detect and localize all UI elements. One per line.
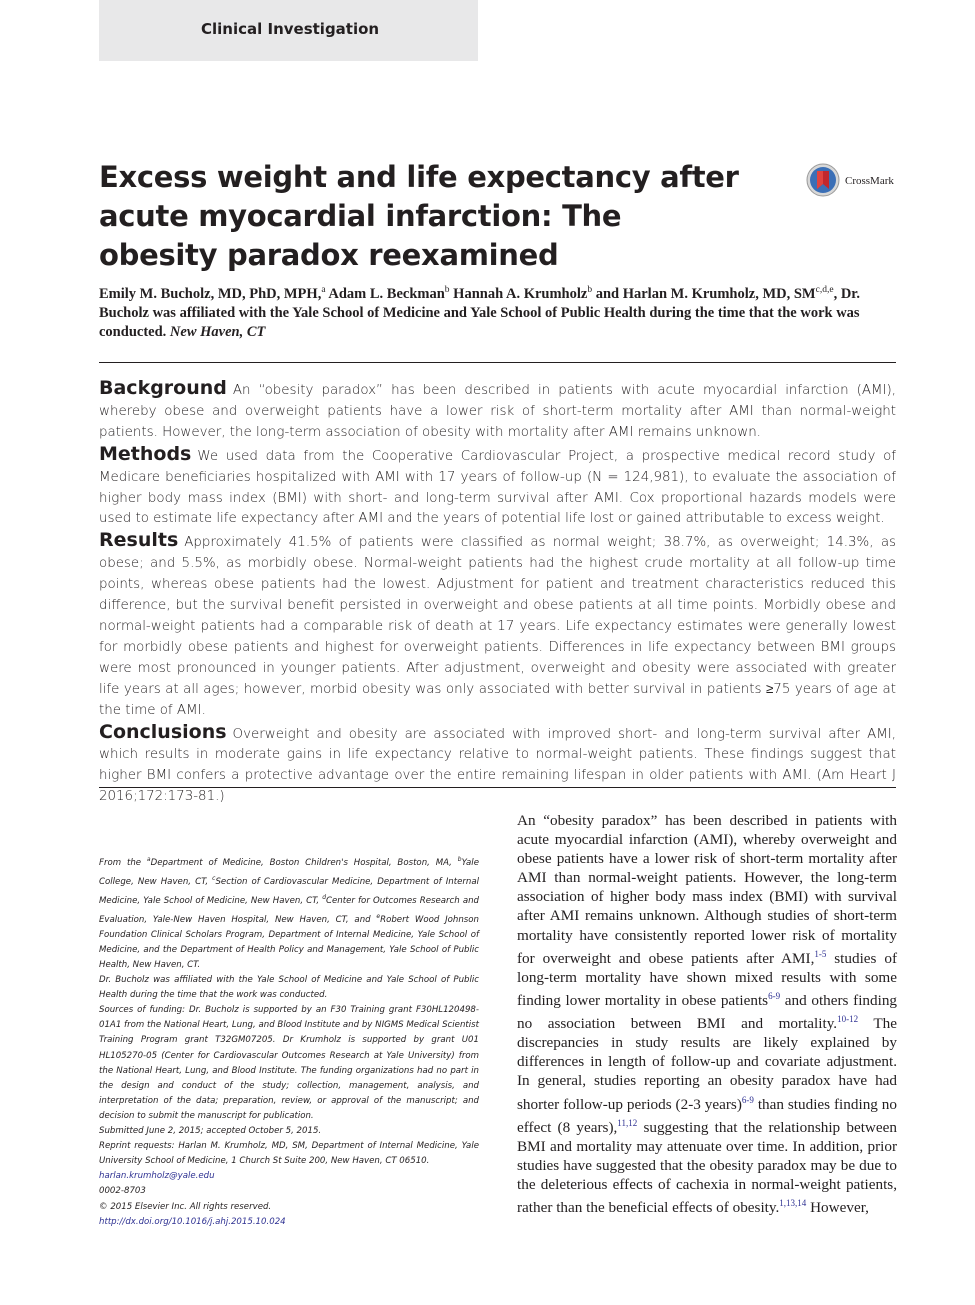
body-text-6: suggesting that the relationship between BMI and mortality may attenuate over time. In addition, prior studies have suggested that the obesity paradox may be due to the deleterious effects of cachexia in normal-weight patients, rather than the beneficial effects of obesity. [517,1118,897,1217]
affiliation-time-note: Dr. Bucholz was affiliated with the Yale School of Medicine and Yale School of Public Health during the time that the work was conducted. [99,975,479,1001]
affil-sup-e: e [376,912,381,920]
abstract-results [99,530,896,721]
author-1: Emily M. Bucholz, MD, PhD, MPH, [99,285,322,302]
body-text-5: than studies finding no effect (8 years), [517,1095,897,1136]
conclusions-heading: Conclusions [99,720,227,743]
conclusions-text: Overweight and obesity are associated with improved short- and long-term survival after AMI, which results in moderate gains in life expectancy relative to normal-weight patients. These findings suggest that higher BMI confers a protective advantage over the entire remaining lifespan in older patients with AMI. (Am Heart J 2016;172:173-81.) [99,726,896,805]
doi-link[interactable]: http://dx.doi.org/10.1016/j.ahj.2015.10.024 [99,1216,286,1227]
author-4: and Harlan M. Krumholz, MD, SM [595,285,816,302]
results-text: Approximately 41.5% of patients were classified as normal weight; 38.7%, as overweight; 14.3%, as obese; and 5.5%, as morbidly obese. Normal-weight patients had the highest crude mortality at all follow-up time points, whereas obese patients had the lowest. Adjustment for patient and treatment characteristics reduced this difference, but the survival benefit persisted in overweight and obese patients at all time points. Morbidly obese and normal-weight patients had a comparable risk of death at 17 years. Life expectancy estimates were generally lowest for morbidly obese patients and highest for overweight patients. Differences in life expectancy between BMI groups were most pronounced in younger patients. After adjustment, overweight and obesity were associated with greater life years at all ages; however, morbid obesity was only associated with better survival in patients ≥75 years of age at the time of AMI. [99,535,896,718]
section-label: Clinical Investigation [201,20,380,38]
affil-text-6: Robert Wood Johnson Foundation Clinical Scholars Program, Department of Internal Medicine, Yale School of Medicine, and the Department of Health Policy and Management, Yale School of Public Health, New Haven, CT. [99,914,479,970]
intro-paragraph [517,811,897,1217]
author-city: New Haven, CT [169,323,266,340]
footnotes [99,852,479,1230]
abstract-bottom-rule [99,787,896,788]
results-heading: Results [99,529,179,552]
reprint-requests: Reprint requests: Harlan M. Krumholz, MD, SM, Department of Internal Medicine, Yale University School of Medicine, 1 Church St Suite 200, New Haven, CT 06510. [99,1141,479,1167]
affil-text-5: Center for Outcomes Research and Evaluation, Yale-New Haven Hospital, New Haven, CT, and [99,895,479,925]
citation-ref-3[interactable]: 10-12 [837,1014,859,1025]
citation-ref-6[interactable]: 1,13,14 [779,1198,807,1209]
funding-note: Sources of funding: Dr. Bucholz is supported by an F30 Training grant F30HL120498-01A1 from the National Heart, Lung, and Blood Institute and by NIGMS Medical Scientist Training Program grant T32GM07205. Dr Krumholz is supported by grant U01 HL105270-05 (Center for Cardiovascular Outcomes Research at Yale University) from the National Heart, Lung, and Blood Institute. The funding organizations had no part in the design and conduct of the study; collection, management, analysis, and interpretation of the data; preparation, review, or approval of the manuscript; and decision to submit the manuscript for publication. [99,1005,479,1121]
affiliations-note [99,852,479,973]
body-text-3: and others finding no association between BMI and mortality. [517,991,898,1033]
citation-ref-5[interactable]: 11,12 [617,1117,638,1128]
article-title: Excess weight and life expectancy after acute myocardial infarction: The obesity paradox reexamined [99,160,739,272]
copyright: © 2015 Elsevier Inc. All rights reserved. [99,1201,272,1212]
background-heading: Background [99,377,227,399]
author-note: , Dr. Bucholz was affiliated with the Yale School of Medicine and Yale School of Public Health during the time that the work was conducted. [99,285,861,340]
abstract-conclusions [99,722,896,809]
citation-ref-1[interactable]: 1-5 [814,948,827,959]
author-3: Hannah A. Krumholz [453,285,588,302]
abstract [99,378,896,808]
body-text-4: The discrepancies in study results are likely explained by differences in length of follow-up and covariate adjustment. In general, studies reporting an obesity paradox have had shorter follow-up periods (2-3 years) [517,1015,897,1113]
abstract-top-rule [99,362,896,363]
abstract-background [99,378,896,444]
body-text-column [517,811,897,1217]
affil-text-3: Yale College, New Haven, CT, [99,857,479,887]
affil-text-1: From the [99,857,147,868]
abstract-methods [99,444,896,531]
methods-text: We used data from the Cooperative Cardiovascular Project, a prospective medical record study of Medicare beneficiaries hospitalized with AMI with 17 years of follow-up (N = 124,981), to evaluate the association of higher body mass index (BMI) with short- and long-term survival after AMI. Cox proportional hazards models were used to estimate life expectancy after AMI and the years of potential life lost or gained attributable to excess weight. [99,448,896,527]
methods-heading: Methods [99,442,192,465]
body-text-7: However, [806,1199,869,1217]
citation-ref-4[interactable]: 6-9 [741,1094,754,1105]
affil-sup-a: a [146,856,151,863]
author-2-affil: b [444,285,450,295]
author-3-affil: b [587,285,593,295]
author-email-link[interactable]: harlan.krumholz@yale.edu [99,1171,215,1182]
body-text-1: An “obesity paradox” has been described in patients with acute myocardial infarction (AMI), whereby overweight and obese patients have a lower risk of short-term mortality after AMI than normal-weight patients. However, the long-term association of higher body mass index (BMI) with survival after AMI remains unknown. Although studies of short-term mortality have consistently reported lower risk of mortality for overweight and obese patients after AMI, [517,812,897,967]
author-list [99,281,899,342]
affil-sup-b: b [457,856,462,863]
author-2: Adam L. Beckman [328,285,445,302]
citation-ref-2[interactable]: 6-9 [768,990,781,1001]
background-text: An “obesity paradox” has been described in patients with acute myocardial infarction (AMI), whereby obese and overweight patients have a lower risk of short-term mortality after AMI than normal-weight patients. However, the long-term association of obesity with mortality after AMI remains unknown. [99,383,896,440]
affil-sup-c: c [212,874,216,882]
body-text-2: studies of long-term mortality have shown mixed results with some finding lower mortality in obese patients [517,949,897,1009]
crossmark-label: CrossMark [845,175,894,187]
submission-dates: Submitted June 2, 2015; accepted October 5, 2015. [99,1126,322,1137]
author-4-affil: c,d,e [815,285,834,295]
affil-text-2: Department of Medicine, Boston Children's Hospital, Boston, MA, [150,857,458,868]
affil-text-4: Section of Cardiovascular Medicine, Department of Internal Medicine, Yale School of Medicine, New Haven, CT, [99,876,479,906]
crossmark-icon [806,163,840,197]
crossmark-button[interactable] [806,163,916,197]
issn: 0002-8703 [99,1186,146,1197]
affil-sup-d: d [322,893,327,901]
author-1-affil: a [321,285,326,295]
section-tab [99,0,478,61]
